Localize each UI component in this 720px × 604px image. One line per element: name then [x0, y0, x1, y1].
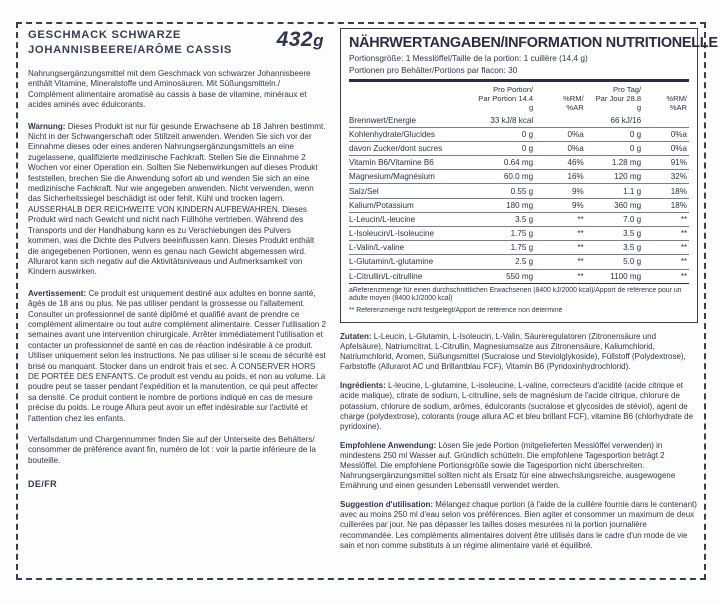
usage-fr-block [340, 500, 698, 550]
usage-de-label: Empfohlene Anwendung: [340, 440, 437, 450]
servings-per-container-line: Portionen pro Behälter/Portions par flacon: 30 [349, 65, 518, 76]
cell-per-portion: 60.0 mg [476, 170, 547, 184]
nutrition-table-head [349, 82, 689, 113]
usage-fr-label: Suggestion d'utilisation: [340, 500, 434, 510]
cell-pct-day: 0%a [653, 127, 689, 141]
flavour-heading [28, 28, 263, 58]
cell-pct-portion: 0%a [547, 127, 590, 141]
net-weight-value: 432 [276, 28, 314, 51]
header-pct-portion [547, 82, 590, 113]
left-column [16, 22, 334, 580]
cell-pct-portion: 9% [547, 184, 590, 198]
product-description: Nahrungsergänzungsmittel mit dem Geschmack von schwarzer Johannisbeere enthält Vitamine, Mineralstoffe und Aminosäuren. Mit Süßungsmitteln./ Complément alimentaire aromatisé au cassis à base de vitamine, minéraux et acides aminés avec édulcorants. [28, 69, 311, 110]
header-pct-day-line1: %RM/ [666, 93, 687, 103]
cell-per-day: 0 g [590, 127, 653, 141]
cell-per-day: 0 g [590, 141, 653, 155]
cell-per-day: 3.5 g [590, 227, 653, 241]
warning-fr-label: Avertissement: [28, 288, 87, 298]
warning-de-label: Warnung: [28, 121, 66, 131]
table-row [349, 156, 689, 170]
net-weight-unit: g [313, 31, 324, 50]
flavour-line-2: JOHANNISBEERE/ARÔME CASSIS [28, 44, 233, 56]
footnote-divider [349, 283, 689, 284]
header-per-portion [476, 82, 547, 113]
cell-per-portion: 1.75 g [476, 227, 547, 241]
cell-pct-portion: 0%a [547, 141, 590, 155]
cell-pct-portion [547, 114, 590, 128]
cell-nutrient-name: Kohlenhydrate/Glucides [349, 127, 476, 141]
cell-per-day: 3.5 g [590, 241, 653, 255]
header-pct-portion-line1: %RM/ [563, 93, 584, 103]
cell-nutrient-name: L-Citrullin/L-citrulline [349, 269, 476, 283]
table-header-row [349, 82, 689, 113]
nutrition-facts-title: NÄHRWERTANGABEN/INFORMATION NUTRITIONELLE [349, 35, 718, 51]
nutrition-facts-box [340, 28, 718, 323]
cell-per-portion: 180 mg [476, 198, 547, 212]
usage-fr-text: Mélangez chaque portion (à l'aide de la cuillère fournie dans le contenant) avec au moins 250 ml d'eau selon vos préférences. Bien agiter et consommer un maximum de deux cuillerées par jour. Ne pas dépasser les tailles doses mesurées ni la portion journalière recommandée. Les compléments alimentaires doivent être utilisés dans le cadre d'un mode de vie sain et non comme substituts à un régime alimentaire varié et équilibré. [340, 500, 697, 550]
cell-pct-day: ** [653, 227, 689, 241]
cell-per-portion: 0.64 mg [476, 156, 547, 170]
cell-per-portion: 3.5 g [476, 212, 547, 226]
table-row [349, 114, 689, 128]
cell-pct-portion: ** [547, 269, 590, 283]
cell-pct-day: ** [653, 255, 689, 269]
warning-fr-text: Ce produit est uniquement destiné aux adultes en bonne santé, âgés de 18 ans ou plus. Ne pas utiliser pendant la grossesse ou l'allaitement. Consulter un professionnel de santé diplômé et qualifié avant de prendre ce complément alimentaire ou tout autre complément alimentaire. Cesser l'utilisation 2 semaines avant une intervention chirurgicale. Arrêter immédiatement l'utilisation et contacter un professionnel de santé en cas de réaction indésirable à ce produit. Utiliser uniquement selon les instructions. Ne pas utiliser si le sceau de sécurité est brisé ou manquant. Stocker dans un endroit frais et sec. À CONSERVER HORS DE PORTÉE DES ENFANTS. Ce produit est vendu au poids, et non au volume. La poudre peut se tasser pendant l'expédition et la manutention, ce qui peut affecter sa densité. Ce produit contient le nombre de portions indiqué en cas de mesure précise du poids. Le rouge Allura peut avoir un effet indésirable sur l'activité et l'attention chez les enfants. [28, 288, 327, 423]
header-pct-day-line2: %AR [669, 102, 687, 112]
cell-per-day: 120 mg [590, 170, 653, 184]
nutrition-facts-table [349, 82, 689, 282]
table-row [349, 212, 689, 226]
cell-pct-portion: 46% [547, 156, 590, 170]
cell-nutrient-name: Brennwert/Energie [349, 115, 417, 125]
header-per-day-line1: Pro Tag/ [613, 84, 642, 94]
cell-per-day: 360 mg [590, 198, 653, 212]
cell-per-day: 5.0 g [590, 255, 653, 269]
cell-per-day: 1.28 mg [590, 156, 653, 170]
cell-pct-portion: 9% [547, 198, 590, 212]
warning-de-text: Dieses Produkt ist nur für gesunde Erwachsene ab 18 Jahren bestimmt. Nicht in der Schwangerschaft oder Stillzeit anwenden. Wenden Sie sich vor der Einnahme dieses oder eines anderen Nahrungsergänzungsmittels an eine zugelassene, qualifizierte medizinische Fachkraft. Stellen Sie die Einnahme 2 Wochen vor einer Operation ein. Sollten Sie Nebenwirkungen auf dieses Produkt feststellen, brechen Sie die Anwendung sofort ab und wenden Sie sich an eine medizinische Fachkraft. Nur wie angegeben anwenden. Nicht verwenden, wenn das Sicherheitssiegel beschädigt ist oder fehlt. Kühl und trocken lagern. AUSSERHALB DER REICHWEITE VON KINDERN AUFBEWAHREN. Dieses Produkt wird nach Gewicht und nicht nach Füllhöhe vertrieben. Während des Transports und der Handhabung kann es zu Verschiebungen des Pulvers kommen, was die Dichte des Pulvers beeinflussen kann. Dieses Produkt enthält die angegebenen Portionen, wenn es genau nach Gewicht abgemessen wird. Allurarot kann sich negativ auf die Aktivitätsniveaus und Aufmerksamkeit von Kindern auswirken. [28, 121, 326, 277]
header-pct-portion-line2: %AR [566, 102, 584, 112]
net-weight [277, 28, 324, 52]
nutrition-table-body [349, 114, 689, 283]
header-per-portion-line2: Par Portion 14.4 g [478, 93, 534, 112]
footnote-reference-intake: aReferenzmenge für einen durchschnittlichen Erwachsenen (8400 kJ/2000 kcal)/Apport de référence pour un adulte moyen (8400 kJ/2000 kcal) [349, 286, 682, 303]
header-pct-day [653, 82, 689, 113]
cell-per-day: 1.1 g [590, 184, 653, 198]
cell-per-portion: 550 mg [476, 269, 547, 283]
cell-pct-day: ** [653, 269, 689, 283]
flavour-line-1: GESCHMACK SCHWARZE [28, 29, 182, 41]
usage-de-block [340, 441, 698, 491]
table-row [349, 255, 689, 269]
usage-de-text: Lösen Sie jede Portion (mitgelieferten Messlöffel verwenden) in mindestens 250 ml Wasser auf. Gründlich schütteln. Die empfohlene Tagesportion beträgt 2 Messlöffel. Die empfohlene Portionsgröße sowie die Tagesportion nicht überschreiten. Nahrungsergänzungsmittel sollten nicht als Ersatz für eine abwechslungsreiche, ausgewogene Ernährung und einen gesunden Lebensstil verwendet werden. [340, 440, 676, 491]
batch-expiry-info: Verfallsdatum und Chargennummer finden Sie auf der Unterseite des Behälters/ consommer de préférence avant fin, numéro de lot : voir la partie inférieure de la bouteille. [28, 435, 316, 465]
header-per-portion-line1: Pro Portion/ [493, 84, 534, 94]
ingredients-fr-block [340, 381, 698, 431]
cell-pct-day: ** [653, 241, 689, 255]
cell-pct-portion: 16% [547, 170, 590, 184]
ingredients-fr-label: Ingrédients: [340, 381, 386, 391]
table-row [349, 227, 689, 241]
cell-pct-day [653, 114, 689, 128]
ingredients-de-block [340, 332, 698, 372]
cell-per-portion: 2.5 g [476, 255, 547, 269]
cell-nutrient-name: L-Glutamin/L-glutamine [349, 255, 476, 269]
table-row [349, 269, 689, 283]
warning-fr-block [28, 289, 326, 424]
ingredients-de-label: Zutaten: [340, 331, 372, 341]
header-per-day-line2: Par Jour 28.8 g [595, 93, 642, 112]
cell-pct-portion: ** [547, 255, 590, 269]
cell-nutrient-name: Magnesium/Magnésium [349, 170, 476, 184]
cell-per-portion: 0 g [476, 127, 547, 141]
table-row [349, 184, 689, 198]
language-code: DE/FR [28, 479, 57, 490]
cell-pct-portion: ** [547, 227, 590, 241]
table-row [349, 241, 689, 255]
cell-nutrient-name: Vitamin B6/Vitamine B6 [349, 156, 476, 170]
table-row [349, 141, 689, 155]
header-nutrient [349, 82, 476, 113]
ingredients-fr-text: L-leucine, L-glutamine, L-isoleucine, L-valine, correcteurs d'acidité (acide citrique et acide malique), citrate de sodium, L-citrulline, sels de magnésium de l'acide citrique, chlorure de potassium, chlorure de sodium, arômes, édulcorants (sucralose et glycosides de stéviol), agent de charge (polydextrose), colorants (rouge allura AC et bleu brillant FCF), vitamine B6 (chlorhydrate de pyridoxine). [340, 381, 694, 431]
cell-nutrient-name: Kalium/Potassium [349, 198, 476, 212]
table-row [349, 170, 689, 184]
cell-pct-day: 0%a [653, 141, 689, 155]
cell-per-day: 7.0 g [590, 212, 653, 226]
cell-per-day: 66 kJ/16 [610, 115, 642, 125]
warning-de-block [28, 122, 326, 278]
right-column [334, 22, 718, 580]
cell-pct-day: 18% [653, 198, 689, 212]
cell-pct-day: 18% [653, 184, 689, 198]
cell-per-portion: 0 g [476, 141, 547, 155]
cell-per-day: 1100 mg [590, 269, 653, 283]
cell-pct-day: 91% [653, 156, 689, 170]
cell-nutrient-name: L-Isoleucin/L-Isoleucine [349, 227, 476, 241]
cell-pct-day: 32% [653, 170, 689, 184]
header-per-day [590, 82, 653, 113]
cell-nutrient-name: L-Valin/L-valine [349, 241, 476, 255]
cell-pct-day: ** [653, 212, 689, 226]
footnote-not-established: ** Referenzmenge nicht festgelegt/Apport de référence non déterminé [349, 306, 563, 314]
table-row [349, 198, 689, 212]
cell-pct-portion: ** [547, 241, 590, 255]
cell-nutrient-name: L-Leucin/L-leucine [349, 212, 476, 226]
table-row [349, 127, 689, 141]
cell-nutrient-name: Salz/Sel [349, 184, 476, 198]
cell-nutrient-name: davon Zucker/dont sucres [349, 141, 476, 155]
cell-per-portion: 0.55 g [476, 184, 547, 198]
cell-per-portion: 33 kJ/8 kcal [490, 115, 534, 125]
ingredients-de-text: L-Leucin, L-Glutamin, L-Isoleucin, L-Valin, Säureregulatoren (Zitronensäure und Apfelsäure), Natriumcitrat, L-Citrullin, Magnesiumsalze aus Zitronensäure, Kaliumchlorid, Natriumchlorid, Aromen, Süßungsmittel (Sucralose und Steviolglykoside), Füllstoff (Polydextrose), Farbstoffe (Allurarot AC und Brillantblau FCF), Vitamin B6 (Pyridoxinhydrochlorid). [340, 331, 686, 372]
cell-per-portion: 1.75 g [476, 241, 547, 255]
serving-size-line: Portionsgröße: 1 Messlöffel/Taille de la portion: 1 cuillère (14,4 g) [349, 53, 588, 63]
label-columns [16, 22, 718, 580]
cell-pct-portion: ** [547, 212, 590, 226]
